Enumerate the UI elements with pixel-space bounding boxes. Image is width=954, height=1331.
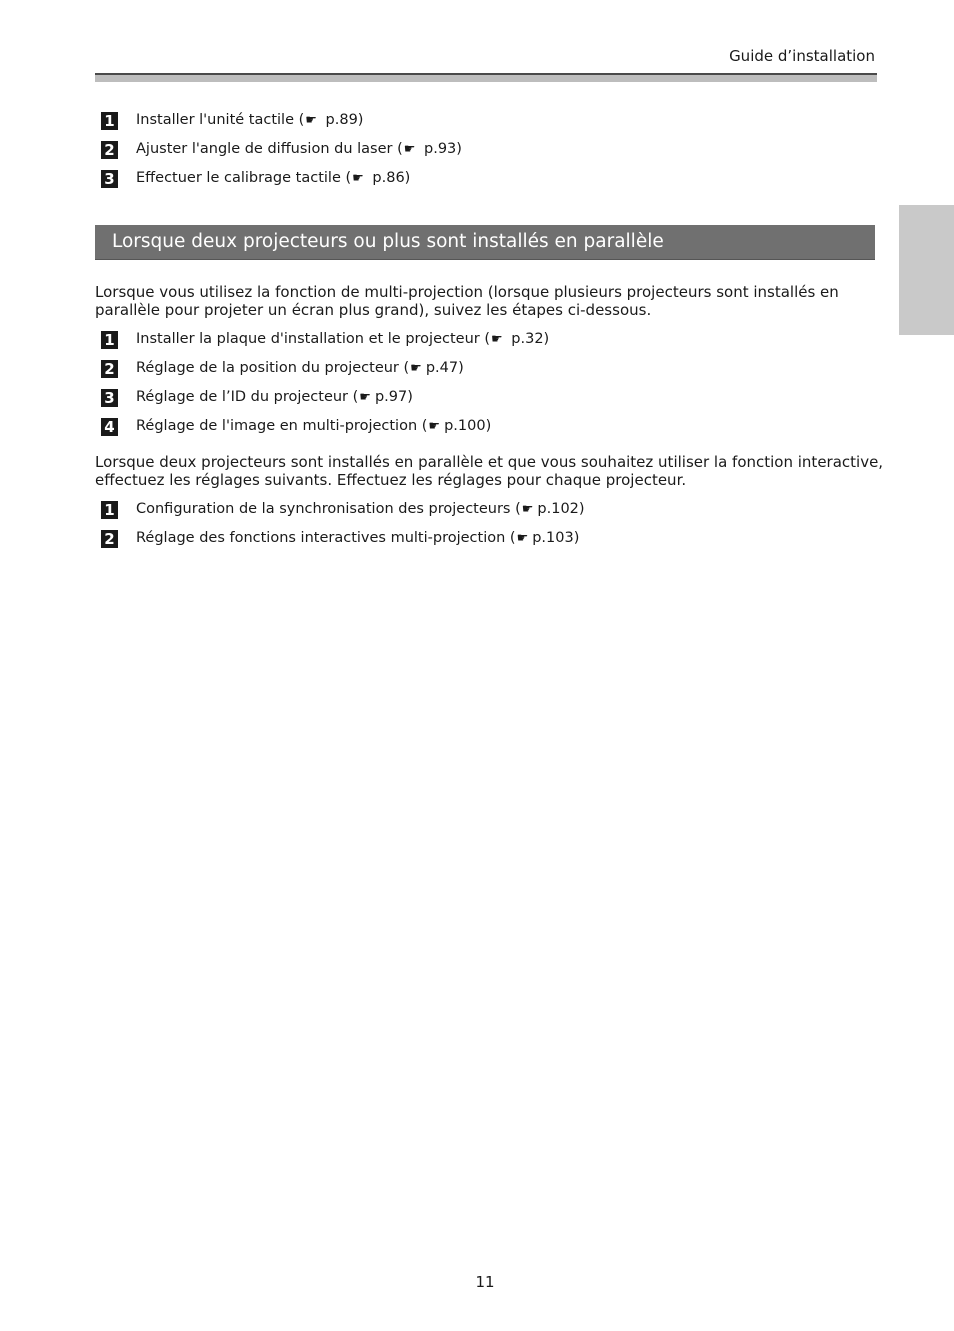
step-text: Réglage de la position du projecteur (	[136, 360, 410, 376]
list-item	[101, 387, 549, 416]
pointing-hand-icon: ☛	[352, 171, 364, 186]
pointing-hand-icon: ☛	[428, 419, 441, 434]
list-item	[101, 139, 462, 168]
side-tab	[899, 205, 954, 335]
list-item	[101, 329, 549, 358]
list-item	[101, 358, 549, 387]
page-reference-link[interactable]: p.102)	[537, 501, 585, 517]
step-number: 2	[101, 141, 118, 159]
pointing-hand-icon: ☛	[410, 361, 422, 376]
section-header	[95, 225, 875, 260]
step-number: 2	[101, 530, 118, 548]
page-reference-link[interactable]: p.97)	[374, 389, 413, 405]
header-rule	[95, 73, 877, 82]
page-reference-link[interactable]: p.86)	[367, 170, 411, 186]
step-list-multi-projection	[101, 329, 549, 445]
intro-paragraph: Lorsque vous utilisez la fonction de multi-projection (lorsque plusieurs projecteurs sont installés en parallèle pour projeter un écran plus grand), suivez les étapes ci-dessous.	[95, 283, 839, 319]
step-text: Ajuster l'angle de diffusion du laser (	[136, 141, 403, 157]
page-reference-link[interactable]: p.32)	[506, 331, 550, 347]
header-title: Guide d’installation	[729, 47, 875, 65]
list-item	[101, 168, 462, 197]
step-text: Réglage de l’ID du projecteur (	[136, 389, 359, 405]
step-text: Installer la plaque d'installation et le projecteur (	[136, 331, 491, 347]
step-number: 3	[101, 389, 118, 407]
page-number: 11	[475, 1273, 495, 1291]
step-list-top	[101, 110, 462, 197]
page-reference-link[interactable]: p.89)	[320, 112, 364, 128]
pointing-hand-icon: ☛	[359, 390, 371, 405]
list-item	[101, 110, 462, 139]
interactive-paragraph: Lorsque deux projecteurs sont installés en parallèle et que vous souhaitez utiliser la fonction interactive, effectuez les réglages suivants. Effectuez les réglages pour chaque projecteur.	[95, 453, 884, 489]
step-text: Réglage de l'image en multi-projection (	[136, 418, 428, 434]
step-number: 1	[101, 331, 118, 349]
page-reference-link[interactable]: p.103)	[532, 530, 580, 546]
pointing-hand-icon: ☛	[516, 531, 529, 546]
step-text: Installer l'unité tactile (	[136, 112, 305, 128]
pointing-hand-icon: ☛	[521, 502, 534, 517]
list-item	[101, 528, 585, 557]
step-text: Effectuer le calibrage tactile (	[136, 170, 352, 186]
step-number: 4	[101, 418, 118, 436]
pointing-hand-icon: ☛	[491, 332, 503, 347]
page-reference-link[interactable]: p.93)	[419, 141, 462, 157]
pointing-hand-icon: ☛	[305, 113, 317, 128]
pointing-hand-icon: ☛	[403, 142, 416, 157]
step-text: Réglage des fonctions interactives multi-projection (	[136, 530, 516, 546]
step-list-interactive	[101, 499, 585, 557]
page-reference-link[interactable]: p.100)	[444, 418, 492, 434]
step-number: 1	[101, 501, 118, 519]
step-number: 2	[101, 360, 118, 378]
list-item	[101, 416, 549, 445]
section-title: Lorsque deux projecteurs ou plus sont installés en parallèle	[112, 231, 664, 252]
list-item	[101, 499, 585, 528]
step-number: 1	[101, 112, 118, 130]
step-number: 3	[101, 170, 118, 188]
page-reference-link[interactable]: p.47)	[425, 360, 464, 376]
step-text: Configuration de la synchronisation des projecteurs (	[136, 501, 521, 517]
